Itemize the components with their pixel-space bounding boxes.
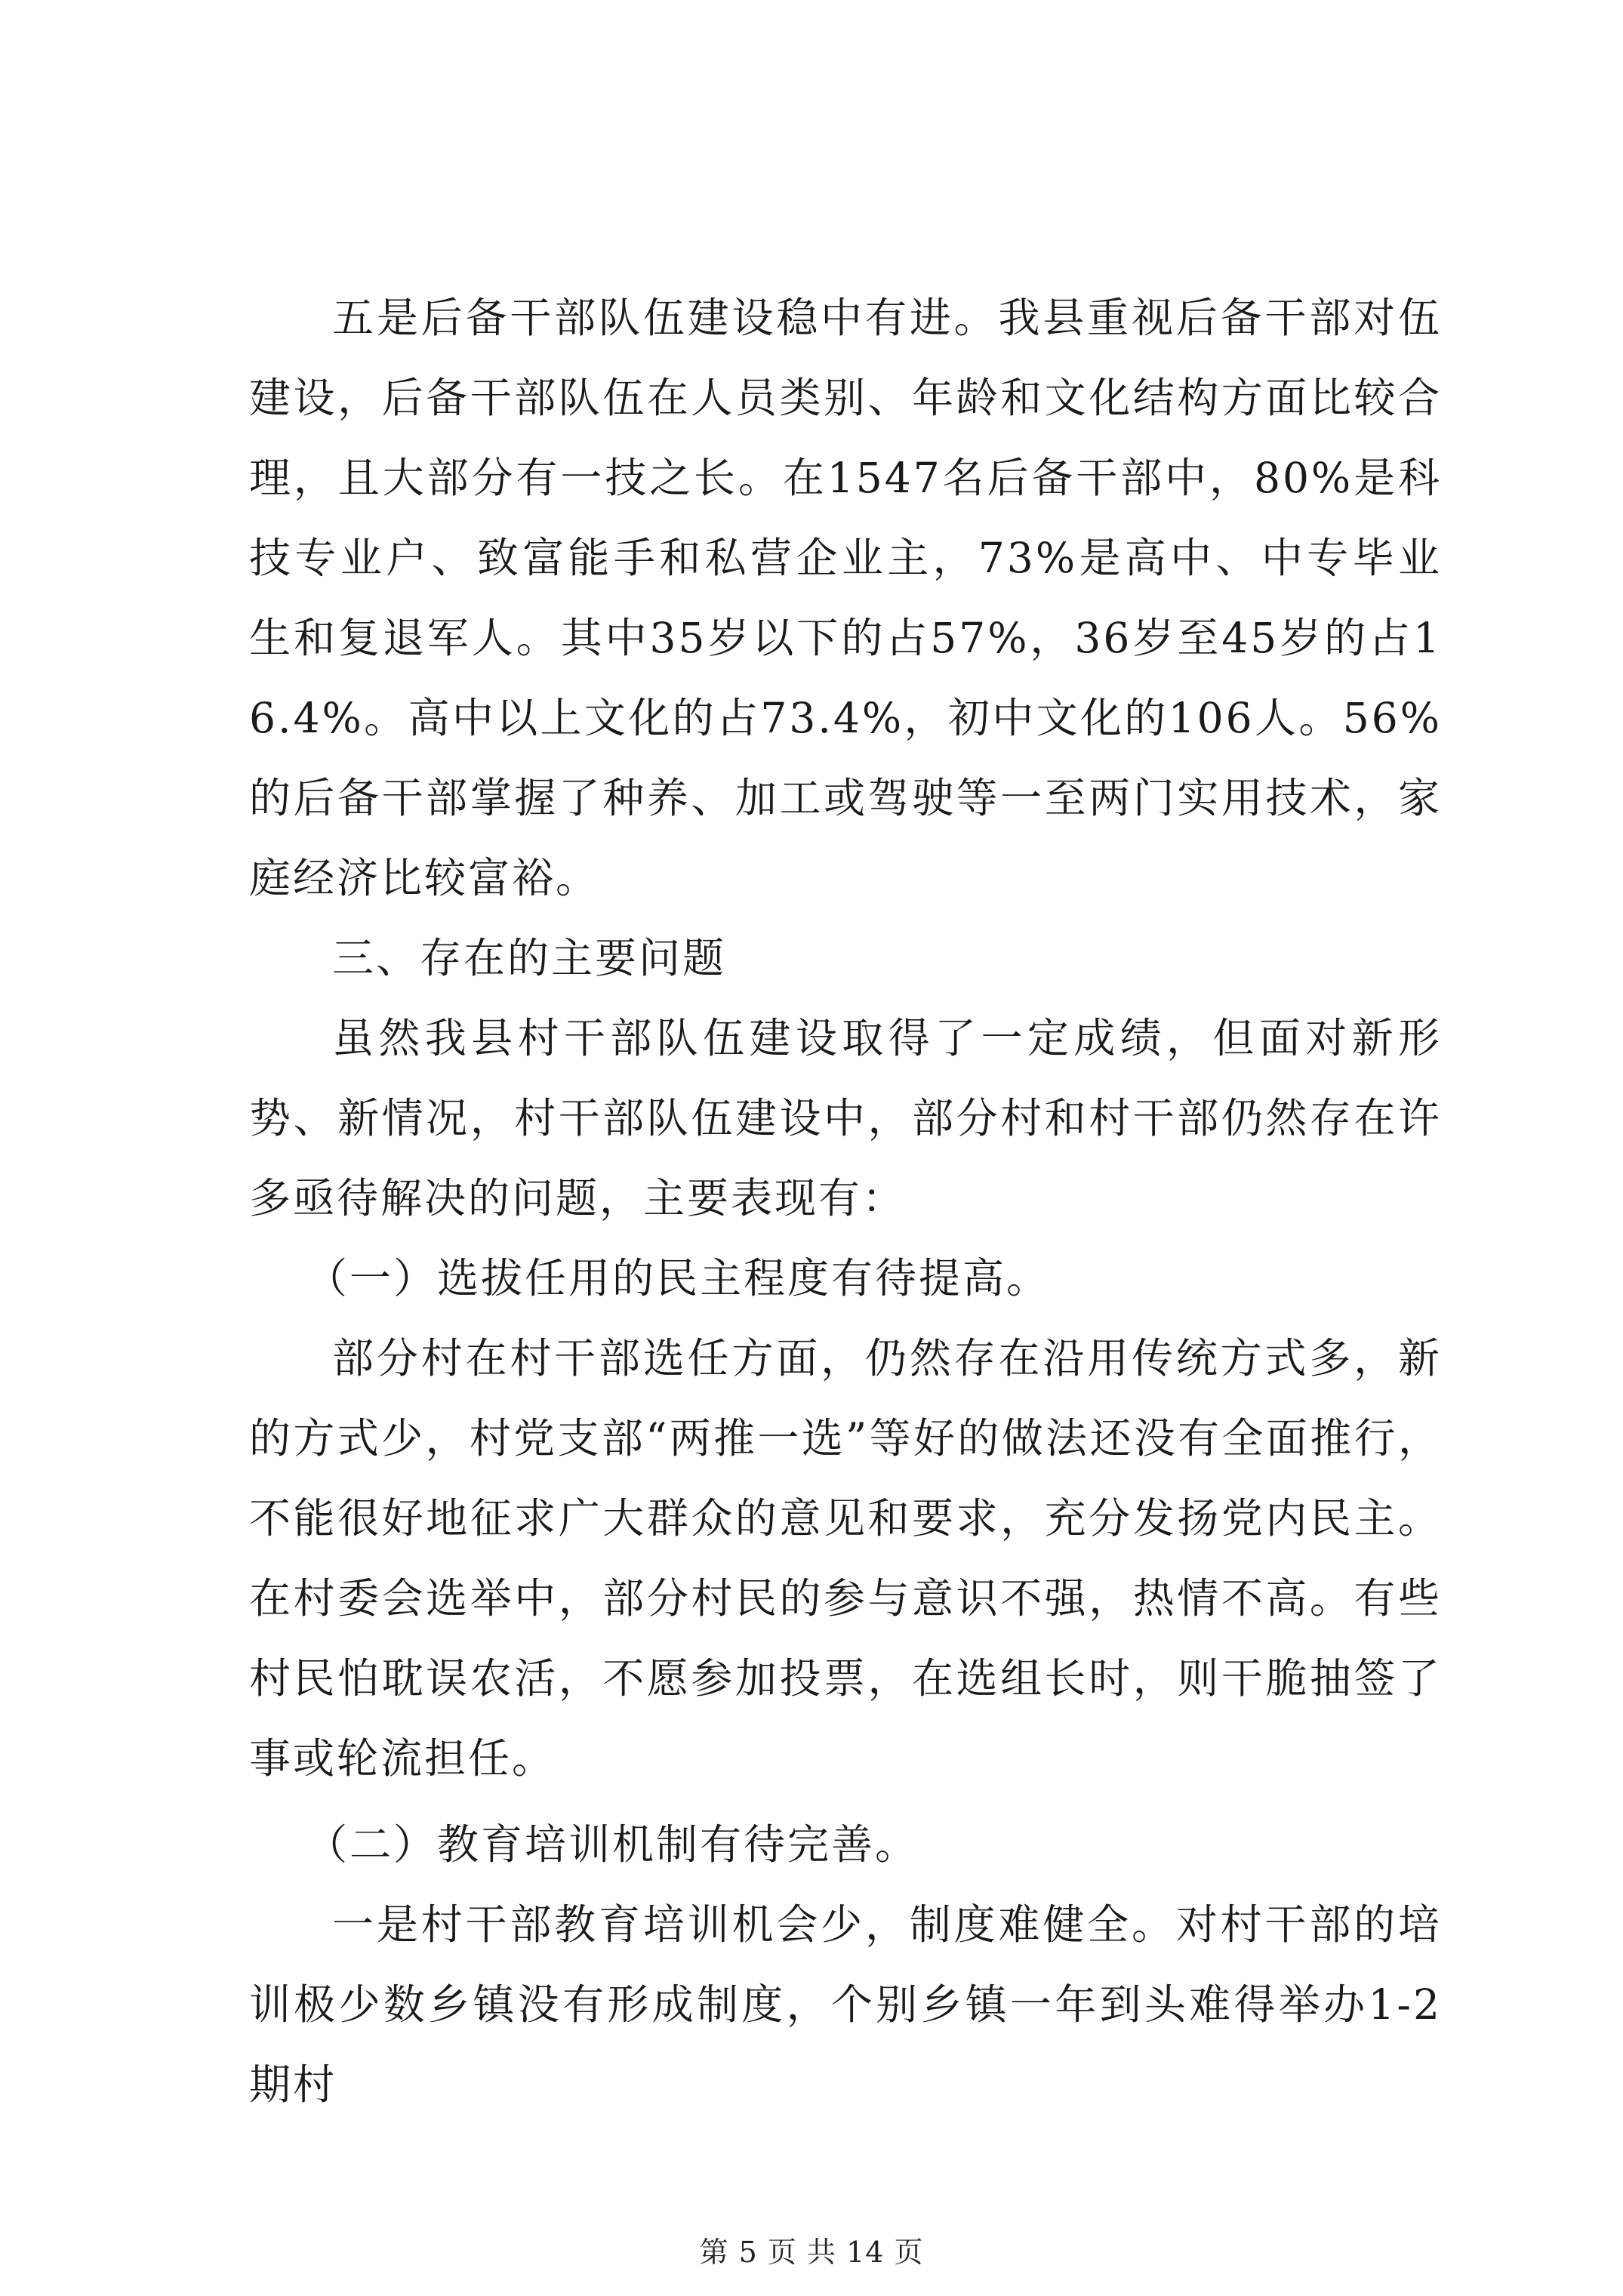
- paragraph-selection-details: 部分村在村干部选任方面，仍然存在沿用传统方式多，新的方式少，村党支部“两推一选”等好的做法还没有全面推行，不能很好地征求广大群众的意见和要求，充分发扬党内民主。在村委会选举中，部分村民的参与意识不强，热情不高。有些村民怕耽误农活，不愿参加投票，在选组长时，则干脆抽签了事或轮流担任。: [249, 1334, 1442, 1783]
- subheading-training-mechanism: （二）教育培训机制有待完善。: [306, 1820, 919, 1869]
- page-number-footer: 第 5 页 共 14 页: [699, 2236, 924, 2269]
- document-body: [249, 278, 1442, 2125]
- paragraph-training-details: 一是村干部教育培训机会少，制度难健全。对村干部的培训极少数乡镇没有形成制度，个别乡镇一年到头难得举办1-2期村: [249, 1900, 1442, 2109]
- paragraph-problems-intro: 虽然我县村干部队伍建设取得了一定成绩，但面对新形势、新情况，村干部队伍建设中，部分村和村干部仍然存在许多亟待解决的问题，主要表现有：: [249, 1014, 1442, 1222]
- subheading-selection-democracy: （一）选拔任用的民主程度有待提高。: [306, 1254, 1051, 1302]
- paragraph-reserve-cadres: 五是后备干部队伍建设稳中有进。我县重视后备干部对伍建设，后备干部队伍在人员类别、年龄和文化结构方面比较合理，且大部分有一技之长。在1547名后备干部中，80%是科技专业户、致富能手和私营企业主，73%是高中、中专毕业生和复退军人。其中35岁以下的占57%，36岁至45岁的占16.4%。高中以上文化的占73.4%，初中文化的106人。56%的后备干部掌握了种养、加工或驾驶等一至两门实用技术，家庭经济比较富裕。: [249, 294, 1442, 902]
- section-heading-main-problems: 三、存在的主要问题: [332, 934, 727, 982]
- spacer: [249, 1798, 1442, 1804]
